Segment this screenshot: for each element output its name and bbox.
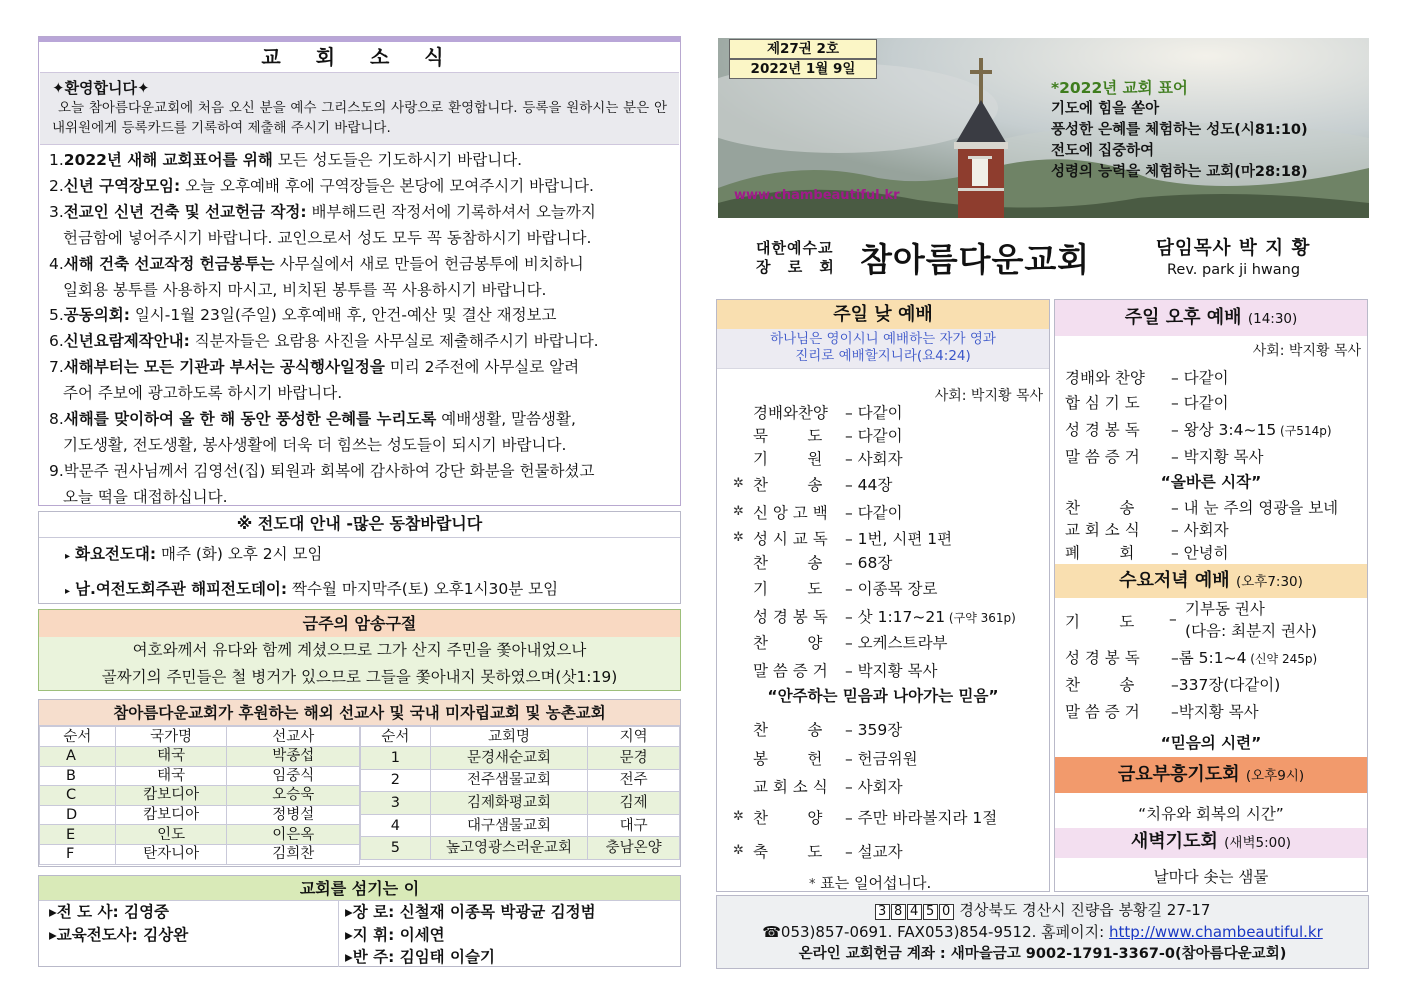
service-item-note: (신약 245p) [1246, 652, 1318, 666]
service-item-note: (구약 361p) [945, 611, 1016, 625]
service-row [753, 605, 1016, 627]
service-item-value: – 다같이 [845, 404, 903, 422]
service-item-name: 폐 회 [1065, 544, 1135, 562]
news-item-number: 6. [49, 332, 64, 351]
news-item-text: 사무실에서 새로 만들어 헌금봉투에 비치하니 [274, 254, 584, 273]
news-item-number: 1. [49, 151, 64, 169]
staff-title: 교회를 섬기는 이 [39, 876, 680, 901]
service-item-name: 찬 송 [1065, 676, 1135, 694]
table-row [40, 766, 360, 786]
table-cell: 문경 [588, 747, 680, 770]
service-row [753, 806, 997, 828]
service-item-value: – 헌금위원 [845, 750, 918, 768]
staff-row [49, 924, 188, 947]
service-item-name: 말 씀 증 거 [753, 662, 828, 680]
service-row [753, 501, 903, 523]
service-item-value: – 359장 [845, 721, 903, 739]
service-item-name: 성 경 봉 독 [1065, 421, 1140, 439]
news-item [49, 459, 672, 511]
churches-table [360, 726, 680, 860]
service-item-name: 성 시 교 독 [753, 530, 828, 548]
news-item-text: 예배생활, 말씀생활, [436, 410, 576, 429]
service-item-name: 말 씀 증 거 [1065, 448, 1140, 466]
staff-names: 이세연 [394, 925, 445, 944]
staff-divider [338, 901, 339, 967]
memory-verse-panel [38, 609, 681, 691]
news-item [49, 407, 672, 459]
staff-role: ▸반 주: [345, 948, 395, 966]
news-item-text: 일시-1월 23일(주일) 오후예배 후, 안건-예산 및 결산 재정보고 [129, 306, 557, 325]
table-cell: E [40, 825, 116, 845]
friday-title-text: 금요부흥기도회 [1117, 764, 1240, 785]
service-item-value: – 44장 [845, 476, 893, 494]
sunday-afternoon-time: (14:30) [1247, 311, 1298, 327]
news-item-heading: 신년요람제작안내: [63, 332, 190, 351]
table-cell: 박종섭 [227, 747, 360, 767]
table-header-cell: 순서 [361, 727, 431, 747]
news-item [49, 252, 672, 304]
staff-row [345, 901, 596, 924]
service-item-value: – 내 눈 주의 영광을 보네 [1171, 499, 1339, 517]
asterisk-icon: * [809, 877, 816, 892]
service-row [1065, 518, 1229, 540]
service-row [753, 447, 903, 469]
service-item-value: –롬 5:1~4 [1171, 649, 1247, 667]
table-cell: 정병설 [227, 805, 360, 825]
table-row [361, 747, 680, 770]
news-item-text: 직분자들은 요람용 사진을 사무실로 제출해주시기 바랍니다. [189, 332, 599, 351]
service-row [753, 631, 948, 653]
evangelism-label: 남.여전도회주관 해피전도데이: [74, 580, 288, 598]
memory-verse-line: 여호와께서 유다와 함께 계셨으므로 그가 산지 주민을 쫓아내었으나 [132, 641, 587, 659]
pastor-name: 담임목사 박 지 황 [1156, 238, 1311, 259]
service-item-value: – 사회자 [1171, 521, 1229, 539]
service-item-name: 경배와 찬양 [1065, 369, 1145, 387]
missionaries-table [39, 726, 360, 865]
service-item-value: – 오케스트라부 [845, 634, 948, 652]
table-header-row [40, 727, 360, 747]
service-row [1065, 610, 1165, 632]
triangle-bullet-icon: ▸ [65, 586, 71, 597]
presider: 사회: 박지황 목사 [934, 388, 1043, 404]
table-cell: F [40, 844, 116, 864]
table-cell: 탄자니아 [115, 844, 227, 864]
staff-names: 김임태 이슬기 [394, 948, 495, 966]
news-item-heading: 2022년 새해 교회표어를 위해 [63, 151, 273, 169]
service-row [1065, 496, 1338, 518]
service-row [1065, 541, 1229, 563]
service-item-value: – 삿 1:17~21 [845, 608, 946, 626]
evangelism-text: 매주 (화) 오후 2시 모임 [156, 545, 323, 563]
service-item-value: – 1번, 시편 1편 [845, 530, 953, 548]
table-header-cell: 지역 [588, 727, 680, 747]
table-row [40, 747, 360, 767]
homepage-link[interactable]: http://www.chambeautiful.kr [1108, 923, 1323, 941]
service-row [753, 840, 903, 862]
dawn-time: (새벽5:00) [1224, 835, 1292, 851]
staff-role: ▸전 도 사: [49, 903, 119, 921]
table-row [40, 786, 360, 806]
zip-code [875, 901, 955, 919]
service-item-value: – 사회자 [845, 450, 903, 468]
standing-note-text: 표는 일어섭니다. [820, 874, 932, 892]
table-row [40, 805, 360, 825]
staff-names: 신철재 이종목 박광균 김정범 [394, 903, 596, 921]
news-item-heading: 새해부터는 모든 기관과 부서는 공식행사일정을 [63, 358, 385, 377]
motto-line: 풍성한 은혜를 체험하는 성도(시81:10) [1051, 122, 1308, 138]
staff-left-column [49, 901, 188, 946]
church-footer [716, 895, 1369, 969]
service-item-value: – 안녕히 [1171, 544, 1229, 562]
address-line [717, 899, 1368, 921]
service-row [1065, 391, 1229, 413]
evangelism-label: 화요전도대: [74, 545, 157, 563]
service-item-name: 말 씀 증 거 [1065, 703, 1140, 721]
evangelism-text: 짝수월 마지막주(토) 오후1시30분 모임 [287, 580, 559, 598]
news-item-heading: 신년 구역장모임: [63, 176, 181, 195]
table-cell: 인도 [115, 825, 227, 845]
offering-account: 온라인 교회헌금 계좌 : 새마을금고 9002-1791-3367-0(참아름다운교회) [798, 946, 1287, 962]
church-motto [1051, 78, 1308, 183]
table-row [361, 792, 680, 815]
service-row [753, 527, 952, 549]
phone-fax: ☎053)857-0691. FAX053)854-9512. 홈페이지: [762, 923, 1109, 941]
service-item-name: 기 도 [753, 580, 823, 598]
zip-digit: 4 [907, 904, 922, 920]
staff-role: ▸교육전도사: [49, 925, 138, 944]
news-item [49, 303, 672, 329]
wednesday-title-text: 수요저녁 예배 [1119, 570, 1230, 591]
service-item-name: 찬 송 [753, 476, 823, 494]
table-cell: C [40, 786, 116, 806]
pastor-name-en: Rev. park ji hwang [1167, 262, 1301, 278]
news-item-number: 2. [49, 176, 64, 195]
zip-digit: 3 [875, 904, 890, 920]
welcome-box [40, 72, 679, 145]
service-row [753, 551, 892, 573]
motto-line: 기도에 힘을 쏟아 [1051, 101, 1160, 117]
service-item-value: – 박지황 목사 [1171, 448, 1264, 466]
table-cell: 임중식 [227, 766, 360, 786]
news-item-continued: 주어 주보에 광고하도록 하시기 바랍니다. [63, 384, 343, 403]
table-row [361, 837, 680, 860]
news-item-continued: 일회용 봉투를 사용하지 마시고, 비치된 봉투를 꼭 사용하시기 바랍니다. [63, 280, 547, 299]
table-header-cell: 순서 [40, 727, 116, 747]
news-item [49, 329, 672, 355]
service-item-name: 묵 도 [753, 427, 823, 445]
worship-quote [717, 329, 1049, 369]
dawn-text: 날마다 솟는 샘물 [1153, 868, 1269, 886]
church-news-panel [38, 36, 681, 506]
service-item-value: –337장(다같이) [1171, 676, 1281, 694]
table-cell: B [40, 766, 116, 786]
table-cell: 오승욱 [227, 786, 360, 806]
asterisk-icon: ✲ [733, 809, 744, 824]
asterisk-icon: ✲ [733, 530, 744, 545]
service-item-name: 축 도 [753, 843, 823, 861]
table-cell: 이은옥 [227, 825, 360, 845]
service-row [1065, 445, 1263, 467]
news-item-number: 9. [49, 461, 64, 480]
table-cell: 김희찬 [227, 844, 360, 864]
website-url[interactable]: www.chambeautiful.kr [734, 188, 900, 203]
news-item-continued: 기도생활, 전도생활, 봉사생활에 더욱 더 힘쓰는 성도들이 되시기 바랍니다. [63, 435, 567, 454]
news-item-text: 미리 2주전에 사무실로 알려 [384, 358, 580, 377]
service-item-name: 찬 송 [753, 554, 823, 572]
sermon-title: “안주하는 믿음과 나아가는 믿음” [767, 687, 999, 705]
memory-verse-title: 금주의 암송구절 [39, 610, 680, 637]
service-item-name: 찬 송 [1065, 499, 1135, 517]
service-row [753, 747, 918, 769]
table-cell: 태국 [115, 766, 227, 786]
service-row [1065, 673, 1280, 695]
service-item-value: – 이종목 장로 [845, 580, 938, 598]
service-item-name: 합 심 기 도 [1065, 394, 1140, 412]
missions-title: 참아름다운교회가 후원하는 해외 선교사 및 국내 미자립교회 및 농촌교회 [39, 700, 680, 726]
evangelism-panel [38, 511, 681, 604]
news-item-heading: 공동의회: [63, 306, 130, 325]
sunday-morning-title: 주일 낮 예배 [717, 300, 1049, 329]
news-item [49, 355, 672, 407]
motto-line: 성령의 능력을 체험하는 교회(마28:18) [1051, 164, 1308, 180]
service-row [753, 577, 937, 599]
service-item-name: 교 회 소 식 [1065, 521, 1140, 539]
news-item-number: 7. [49, 358, 64, 377]
news-item-heading: 새해를 맞이하여 올 한 해 동안 풍성한 은혜를 누리도록 [63, 410, 437, 429]
service-row [1065, 366, 1229, 388]
zip-digit: 5 [923, 904, 938, 920]
service-row [1065, 700, 1259, 722]
welcome-title: ✦환영합니다✦ [52, 79, 150, 97]
prayer-leader-now: 기부동 권사 [1185, 600, 1265, 618]
news-item [49, 148, 672, 174]
wednesday-title [1055, 564, 1367, 598]
table-row [361, 814, 680, 837]
table-cell: 캄보디아 [115, 786, 227, 806]
memory-verse-line: 골짜기의 주민들은 철 병거가 있으므로 그들을 쫓아내지 못하였으며(삿1:19) [101, 668, 618, 686]
news-item-text: 모든 성도들은 기도하시기 바랍니다. [272, 151, 523, 169]
table-cell: 문경새순교회 [430, 747, 587, 770]
table-cell: 대구샘물교회 [430, 814, 587, 837]
table-cell: 김제 [588, 792, 680, 815]
news-item-number: 8. [49, 410, 64, 429]
service-row [1065, 418, 1332, 440]
staff-role: ▸지 휘: [345, 925, 395, 944]
table-row [40, 844, 360, 864]
table-cell: 5 [361, 837, 431, 860]
sunday-afternoon-service [1054, 299, 1368, 892]
sunday-afternoon-title [1055, 300, 1367, 336]
news-item-number: 3. [49, 202, 64, 221]
table-row [361, 769, 680, 792]
table-header-cell: 선교사 [227, 727, 360, 747]
volume-label: 제27권 2호 [729, 39, 877, 59]
service-item-name: 찬 양 [753, 634, 823, 652]
evangelism-row [39, 538, 680, 573]
staff-names: 김영중 [118, 903, 170, 921]
motto-title: *2022년 교회 표어 [1051, 79, 1188, 97]
service-row [753, 718, 902, 740]
staff-panel [38, 875, 681, 967]
service-item-value: – 설교자 [845, 843, 903, 861]
table-cell: 충남온양 [588, 837, 680, 860]
service-item-name: 경배와찬양 [753, 404, 828, 422]
table-cell: 김제화평교회 [430, 792, 587, 815]
news-item-heading: 새해 건축 선교작정 헌금봉투는 [63, 254, 275, 273]
missions-panel [38, 699, 681, 867]
staff-role: ▸장 로: [345, 903, 395, 921]
evangelism-row [39, 573, 680, 608]
service-item-name: 기 원 [753, 450, 823, 468]
asterisk-icon: ✲ [733, 843, 744, 858]
service-item-value: – 주만 바라볼지라 1절 [845, 809, 998, 827]
friday-sermon: “치유와 회복의 시간” [1138, 805, 1284, 823]
zip-digit: 0 [939, 904, 954, 920]
news-item [49, 200, 672, 252]
service-item-name: 신 앙 고 백 [753, 504, 828, 522]
table-cell: 2 [361, 769, 431, 792]
service-row [753, 659, 937, 681]
table-cell: 1 [361, 747, 431, 770]
service-item-name: 찬 송 [753, 721, 823, 739]
prayer-dash: – [1169, 610, 1177, 628]
friday-time: (오후9시) [1245, 768, 1305, 784]
date-label: 2022년 1월 9일 [729, 59, 877, 79]
staff-row [49, 901, 188, 924]
service-row [753, 424, 903, 446]
service-row [753, 473, 892, 495]
afternoon-sermon: “올바른 시작” [1160, 473, 1262, 491]
worship-quote-line: 진리로 예배할지니라(요4:24) [795, 348, 971, 364]
service-item-name: 기 도 [1065, 613, 1135, 631]
news-item [49, 174, 672, 200]
service-item-value: – 왕상 3:4~15 [1171, 421, 1277, 439]
table-cell: A [40, 747, 116, 767]
presider: 사회: 박지황 목사 [1252, 343, 1361, 359]
hero-banner [718, 38, 1369, 218]
news-item-number: 4. [49, 254, 64, 273]
asterisk-icon: ✲ [733, 476, 744, 491]
contact-line [717, 921, 1368, 943]
table-cell: 전주 [588, 769, 680, 792]
service-item-value: – 다같이 [845, 504, 903, 522]
table-header-cell: 교회명 [430, 727, 587, 747]
news-item-continued: 헌금함에 넣어주시기 바랍니다. 교인으로서 성도 모두 꼭 동참하시기 바랍니다. [63, 228, 592, 247]
service-item-note: (구514p) [1276, 424, 1332, 438]
prayer-leader-next: (다음: 최분지 권사) [1185, 622, 1317, 640]
wednesday-time: (오후7:30) [1235, 574, 1303, 590]
service-item-name: 교 회 소 식 [753, 778, 828, 796]
zip-digit: 8 [891, 904, 906, 920]
denomination-top: 대한예수교 [756, 239, 834, 257]
service-item-value: – 다같이 [1171, 394, 1229, 412]
prayer-leader [1185, 598, 1317, 642]
asterisk-icon: ✲ [733, 504, 744, 519]
sunday-afternoon-title-text: 주일 오후 예배 [1124, 307, 1242, 328]
news-list [39, 145, 680, 511]
staff-right-column [345, 901, 596, 969]
denomination [756, 239, 840, 277]
table-cell: D [40, 805, 116, 825]
table-cell: 3 [361, 792, 431, 815]
wednesday-sermon: “믿음의 시련” [1160, 734, 1262, 752]
service-item-value: – 사회자 [845, 778, 903, 796]
evangelism-title: ※ 전도대 안내 -많은 동참바랍니다 [39, 512, 680, 538]
service-item-value: – 68장 [845, 554, 893, 572]
table-row [40, 825, 360, 845]
service-item-value: – 박지황 목사 [845, 662, 938, 680]
service-row [753, 775, 903, 797]
news-item-heading: 전교인 신년 건축 및 선교헌금 작정: [63, 202, 307, 221]
news-item-continued: 오늘 떡을 대접하십니다. [63, 487, 228, 506]
service-item-value: –박지황 목사 [1171, 703, 1259, 721]
welcome-body: 오늘 참아름다운교회에 처음 오신 분을 예수 그리스도의 사랑으로 환영합니다. 등록을 원하시는 분은 안내위원에게 등록카드를 기록하여 제출해 주시기 바랍니다. [52, 100, 667, 136]
service-row [1065, 646, 1317, 668]
service-item-name: 찬 양 [753, 809, 823, 827]
table-cell: 태국 [115, 747, 227, 767]
news-item-text: 오늘 오후예배 후에 구역장들은 본당에 모여주시기 바랍니다. [180, 176, 594, 195]
service-item-value: – 다같이 [845, 427, 903, 445]
service-item-name: 성 경 봉 독 [753, 608, 828, 626]
dawn-title [1055, 828, 1367, 858]
service-item-value: – 다같이 [1171, 369, 1229, 387]
table-cell: 4 [361, 814, 431, 837]
friday-title [1055, 757, 1367, 793]
news-title: 교 회 소 식 [261, 45, 458, 69]
address: 경상북도 경산시 진량읍 봉황길 27-17 [954, 901, 1211, 919]
worship-quote-line: 하나님은 영이시니 예배하는 자가 영과 [770, 331, 996, 347]
news-item-text: 박문주 권사님께서 김영선(집) 퇴원과 회복에 감사하여 강단 화분을 헌물하셨고 [63, 461, 595, 480]
service-item-name: 성 경 봉 독 [1065, 649, 1140, 667]
triangle-bullet-icon: ▸ [65, 551, 71, 562]
table-header-row [361, 727, 680, 747]
staff-names: 김상완 [137, 925, 189, 944]
sunday-morning-service [716, 299, 1050, 892]
table-cell: 대구 [588, 814, 680, 837]
staff-row [345, 924, 596, 947]
table-cell: 전주샘물교회 [430, 769, 587, 792]
service-row [753, 401, 903, 423]
church-name: 참아름다운교회 [860, 240, 1091, 279]
church-brand [718, 228, 1369, 290]
news-item-text: 배부해드린 작정서에 기록하셔서 오늘까지 [306, 202, 596, 221]
service-item-name: 봉 헌 [753, 750, 823, 768]
motto-line: 전도에 집중하여 [1051, 143, 1155, 159]
news-item-number: 5. [49, 306, 64, 325]
standing-note [809, 872, 931, 893]
denomination-bottom: 장 로 회 [756, 258, 840, 276]
table-cell: 캄보디아 [115, 805, 227, 825]
table-cell: 높고영광스러운교회 [430, 837, 587, 860]
staff-row [345, 946, 596, 969]
table-header-cell: 국가명 [115, 727, 227, 747]
dawn-title-text: 새벽기도회 [1130, 831, 1218, 852]
